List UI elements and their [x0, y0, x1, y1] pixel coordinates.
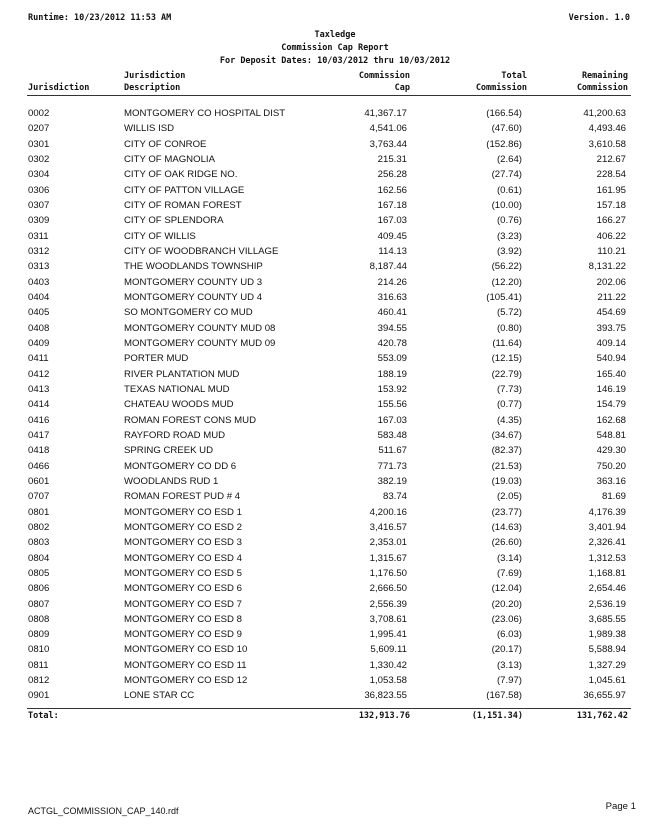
remaining-commission: 4,176.39 — [588, 506, 626, 518]
jurisdiction-description: WILLIS ISD — [124, 123, 175, 135]
total-commission: (0.77) — [496, 399, 522, 411]
jurisdiction-code: 0806 — [28, 583, 50, 595]
jurisdiction-description: CITY OF ROMAN FOREST — [124, 199, 242, 211]
remaining-commission: 228.54 — [596, 169, 626, 181]
report-rows — [0, 106, 670, 704]
table-row — [0, 305, 670, 320]
commission-cap: 41,367.17 — [364, 108, 407, 119]
total-commission: (0.76) — [496, 215, 522, 227]
commission-cap: 36,823.55 — [364, 690, 407, 702]
total-commission: (47.60) — [491, 123, 522, 135]
table-row — [0, 489, 670, 504]
jurisdiction-description: SO MONTGOMERY CO MUD — [124, 307, 253, 319]
total-commission: (19.03) — [491, 475, 522, 487]
jurisdiction-code: 0803 — [28, 537, 50, 549]
table-row — [0, 612, 670, 627]
footer-page-number: Page 1 — [605, 801, 636, 812]
jurisdiction-description: LONE STAR CC — [124, 690, 195, 702]
total-commission: (12.20) — [491, 276, 522, 288]
jurisdiction-description: MONTGOMERY CO DD 6 — [124, 460, 237, 472]
remaining-commission: 110.21 — [597, 245, 626, 257]
remaining-commission: 211.22 — [597, 291, 626, 303]
remaining-commission: 540.94 — [596, 353, 626, 365]
col-header-description-line1: Jurisdiction — [124, 71, 186, 81]
table-row — [0, 428, 670, 443]
commission-cap: 583.48 — [377, 429, 407, 441]
jurisdiction-code: 0312 — [28, 245, 50, 257]
jurisdiction-code: 0810 — [28, 644, 50, 656]
commission-cap: 394.55 — [377, 322, 407, 334]
table-row — [0, 244, 670, 259]
jurisdiction-code: 0801 — [28, 506, 50, 518]
commission-cap: 3,708.61 — [369, 613, 407, 625]
jurisdiction-code: 0812 — [28, 675, 50, 687]
jurisdiction-code: 0466 — [28, 460, 50, 472]
table-row — [0, 152, 670, 167]
total-commission: (23.77) — [491, 506, 522, 518]
commission-cap: 167.03 — [377, 215, 407, 227]
jurisdiction-code: 0409 — [28, 337, 50, 349]
commission-cap: 256.28 — [377, 169, 407, 181]
total-commission: (166.54) — [486, 108, 522, 119]
total-commission: (7.97) — [496, 675, 522, 687]
remaining-commission: 202.06 — [596, 276, 626, 288]
jurisdiction-code: 0002 — [28, 108, 50, 119]
remaining-commission: 154.79 — [596, 399, 626, 411]
table-row — [0, 413, 670, 428]
jurisdiction-code: 0403 — [28, 276, 50, 288]
jurisdiction-description: MONTGOMERY CO ESD 9 — [124, 629, 242, 641]
remaining-commission: 41,200.63 — [583, 108, 626, 119]
total-commission: (14.63) — [491, 521, 522, 533]
table-row — [0, 642, 670, 657]
commission-cap: 167.03 — [377, 414, 407, 426]
table-row — [0, 259, 670, 274]
total-commission: (23.06) — [491, 613, 522, 625]
remaining-commission: 146.19 — [596, 383, 626, 395]
jurisdiction-code: 0311 — [28, 230, 49, 242]
remaining-commission: 429.30 — [596, 445, 626, 457]
jurisdiction-description: MONTGOMERY CO HOSPITAL DIST — [124, 108, 286, 119]
table-row — [0, 551, 670, 566]
table-row — [0, 137, 670, 152]
jurisdiction-code: 0313 — [28, 261, 50, 273]
table-row — [0, 581, 670, 596]
table-row — [0, 566, 670, 581]
jurisdiction-code: 0411 — [28, 353, 49, 365]
table-row — [0, 443, 670, 458]
commission-cap: 771.73 — [377, 460, 407, 472]
jurisdiction-description: MONTGOMERY COUNTY UD 3 — [124, 276, 263, 288]
col-header-jurisdiction-label: Jurisdiction — [28, 83, 90, 93]
remaining-commission: 1,312.53 — [588, 552, 626, 564]
remaining-commission: 454.69 — [596, 307, 626, 319]
footer-filename: ACTGL_COMMISSION_CAP_140.rdf — [28, 806, 179, 816]
jurisdiction-code: 0811 — [28, 659, 49, 671]
total-commission: (20.20) — [491, 598, 522, 610]
commission-cap: 215.31 — [377, 153, 407, 165]
total-commission: (21.53) — [491, 460, 522, 472]
jurisdiction-code: 0307 — [28, 199, 50, 211]
total-commission: (3.92) — [496, 245, 522, 257]
jurisdiction-code: 0306 — [28, 184, 50, 196]
table-row — [0, 351, 670, 366]
jurisdiction-description: RIVER PLANTATION MUD — [124, 368, 240, 380]
col-header-remaining-line1: Remaining — [581, 71, 628, 81]
remaining-commission: 166.27 — [596, 215, 626, 227]
jurisdiction-description: MONTGOMERY CO ESD 1 — [124, 506, 242, 518]
commission-cap: 214.26 — [377, 276, 407, 288]
table-row — [0, 290, 670, 305]
total-commission: (11.64) — [492, 337, 522, 349]
jurisdiction-code: 0707 — [28, 491, 50, 503]
remaining-commission: 2,536.19 — [588, 598, 626, 610]
app-name: Taxledge — [314, 30, 356, 40]
total-commission: (105.41) — [486, 291, 522, 303]
table-row — [0, 367, 670, 382]
jurisdiction-description: CITY OF SPLENDORA — [124, 215, 224, 227]
jurisdiction-description: CITY OF MAGNOLIA — [124, 153, 215, 165]
commission-cap: 460.41 — [377, 307, 407, 319]
total-commission: (27.74) — [491, 169, 522, 181]
remaining-commission: 36,655.97 — [583, 690, 626, 702]
commission-cap: 1,995.41 — [369, 629, 407, 641]
col-header-cap-line1: Commission — [358, 71, 410, 81]
jurisdiction-description: RAYFORD ROAD MUD — [124, 429, 226, 441]
commission-cap: 155.56 — [377, 399, 407, 411]
jurisdiction-description: WOODLANDS RUD 1 — [124, 475, 219, 487]
jurisdiction-description: MONTGOMERY CO ESD 11 — [124, 659, 247, 671]
commission-cap: 188.19 — [377, 368, 407, 380]
jurisdiction-description: CITY OF PATTON VILLAGE — [124, 184, 245, 196]
table-row — [0, 627, 670, 642]
remaining-commission: 3,685.55 — [588, 613, 626, 625]
remaining-commission: 81.69 — [601, 491, 626, 503]
col-header-description-line2: Description — [124, 83, 181, 93]
jurisdiction-code: 0207 — [28, 123, 50, 135]
remaining-commission: 548.81 — [596, 429, 626, 441]
jurisdiction-code: 0302 — [28, 153, 50, 165]
jurisdiction-code: 0408 — [28, 322, 50, 334]
col-header-commission-cap — [300, 70, 410, 94]
table-row — [0, 336, 670, 351]
totals-remaining-commission: 131,762.42 — [576, 711, 628, 721]
total-commission: (7.69) — [496, 567, 522, 579]
deposit-dates: For Deposit Dates: 10/03/2012 thru 10/03/2012 — [219, 56, 451, 66]
jurisdiction-code: 0301 — [28, 138, 50, 150]
table-row — [0, 213, 670, 228]
total-commission: (34.67) — [491, 429, 522, 441]
col-header-total-line1: Total — [501, 71, 527, 81]
jurisdiction-code: 0807 — [28, 598, 50, 610]
table-row — [0, 474, 670, 489]
total-commission: (12.04) — [491, 583, 522, 595]
commission-cap: 409.45 — [377, 230, 407, 242]
jurisdiction-description: MONTGOMERY CO ESD 8 — [124, 613, 242, 625]
remaining-commission: 157.18 — [596, 199, 626, 211]
commission-cap: 4,541.06 — [369, 123, 407, 135]
jurisdiction-code: 0412 — [28, 368, 50, 380]
commission-cap: 1,330.42 — [369, 659, 407, 671]
report-title: Commission Cap Report — [281, 43, 389, 53]
commission-cap: 4,200.16 — [369, 506, 407, 518]
total-commission: (4.35) — [496, 414, 522, 426]
jurisdiction-description: MONTGOMERY CO ESD 2 — [124, 521, 242, 533]
remaining-commission: 393.75 — [596, 322, 626, 334]
totals-total-commission: (1,151.34) — [471, 711, 523, 721]
jurisdiction-description: SPRING CREEK UD — [124, 445, 214, 457]
jurisdiction-code: 0417 — [28, 429, 50, 441]
total-commission: (6.03) — [496, 629, 522, 641]
jurisdiction-code: 0418 — [28, 445, 50, 457]
table-row — [0, 688, 670, 703]
jurisdiction-description: CITY OF WILLIS — [124, 230, 196, 242]
jurisdiction-code: 0901 — [28, 690, 50, 702]
jurisdiction-code: 0405 — [28, 307, 50, 319]
remaining-commission: 161.95 — [596, 184, 626, 196]
jurisdiction-description: MONTGOMERY CO ESD 5 — [124, 567, 242, 579]
commission-cap: 420.78 — [377, 337, 407, 349]
jurisdiction-description: MONTGOMERY COUNTY UD 4 — [124, 291, 263, 303]
jurisdiction-description: CHATEAU WOODS MUD — [124, 399, 234, 411]
jurisdiction-description: THE WOODLANDS TOWNSHIP — [124, 261, 263, 273]
jurisdiction-code: 0601 — [28, 475, 50, 487]
remaining-commission: 1,327.29 — [588, 659, 626, 671]
remaining-commission: 363.16 — [596, 475, 626, 487]
commission-cap: 153.92 — [377, 383, 407, 395]
commission-cap: 316.63 — [377, 291, 407, 303]
table-row — [0, 535, 670, 550]
total-commission: (56.22) — [491, 261, 522, 273]
jurisdiction-code: 0416 — [28, 414, 50, 426]
remaining-commission: 165.40 — [596, 368, 626, 380]
total-commission: (10.00) — [491, 199, 522, 211]
table-row — [0, 183, 670, 198]
col-header-total-commission — [420, 70, 527, 94]
jurisdiction-code: 0413 — [28, 383, 50, 395]
remaining-commission: 2,326.41 — [588, 537, 626, 549]
remaining-commission: 212.67 — [596, 153, 626, 165]
remaining-commission: 1,168.81 — [588, 567, 626, 579]
table-row — [0, 658, 670, 673]
remaining-commission: 3,610.58 — [588, 138, 626, 150]
total-commission: (3.13) — [496, 659, 522, 671]
jurisdiction-code: 0304 — [28, 169, 50, 181]
total-commission: (7.73) — [496, 383, 522, 395]
commission-cap: 83.74 — [382, 491, 407, 503]
jurisdiction-description: MONTGOMERY CO ESD 12 — [124, 675, 248, 687]
total-commission: (0.80) — [496, 322, 522, 334]
col-header-jurisdiction — [28, 82, 89, 94]
totals-divider — [27, 708, 631, 709]
table-row — [0, 673, 670, 688]
remaining-commission: 4,493.46 — [588, 123, 626, 135]
commission-cap: 382.19 — [377, 475, 407, 487]
table-row — [0, 167, 670, 182]
table-row — [0, 520, 670, 535]
total-commission: (5.72) — [496, 307, 522, 319]
commission-cap: 553.09 — [377, 353, 407, 365]
col-header-remaining-commission — [530, 70, 628, 94]
total-commission: (0.61) — [496, 184, 522, 196]
commission-cap: 2,666.50 — [369, 583, 407, 595]
table-row — [0, 382, 670, 397]
jurisdiction-description: TEXAS NATIONAL MUD — [124, 383, 230, 395]
remaining-commission: 162.68 — [596, 414, 626, 426]
table-row — [0, 397, 670, 412]
col-header-remaining-line2: Commission — [576, 83, 628, 93]
total-commission: (20.17) — [491, 644, 522, 656]
commission-cap: 8,187.44 — [369, 261, 407, 273]
total-commission: (2.64) — [496, 153, 522, 165]
total-commission: (26.60) — [491, 537, 522, 549]
total-commission: (152.86) — [486, 138, 522, 150]
total-commission: (3.23) — [496, 230, 522, 242]
table-row — [0, 459, 670, 474]
total-commission: (167.58) — [486, 690, 522, 702]
commission-cap: 3,763.44 — [369, 138, 407, 150]
commission-cap: 1,053.58 — [369, 675, 407, 687]
jurisdiction-code: 0808 — [28, 613, 50, 625]
remaining-commission: 750.20 — [596, 460, 626, 472]
jurisdiction-description: MONTGOMERY CO ESD 6 — [124, 583, 242, 595]
jurisdiction-description: ROMAN FOREST PUD # 4 — [124, 491, 241, 503]
table-row — [0, 597, 670, 612]
commission-cap: 114.13 — [378, 245, 407, 257]
jurisdiction-description: ROMAN FOREST CONS MUD — [124, 414, 257, 426]
table-row — [0, 106, 670, 121]
jurisdiction-description: CITY OF WOODBRANCH VILLAGE — [124, 245, 279, 257]
jurisdiction-code: 0804 — [28, 552, 50, 564]
col-header-description — [124, 70, 185, 94]
jurisdiction-code: 0414 — [28, 399, 50, 411]
jurisdiction-description: CITY OF OAK RIDGE NO. — [124, 169, 238, 181]
remaining-commission: 5,588.94 — [588, 644, 626, 656]
remaining-commission: 8,131.22 — [588, 261, 626, 273]
total-commission: (82.37) — [491, 445, 522, 457]
jurisdiction-code: 0309 — [28, 215, 50, 227]
commission-cap: 511.67 — [378, 445, 407, 457]
jurisdiction-description: MONTGOMERY CO ESD 4 — [124, 552, 242, 564]
remaining-commission: 1,989.38 — [588, 629, 626, 641]
total-commission: (12.15) — [491, 353, 522, 365]
remaining-commission: 409.14 — [596, 337, 626, 349]
table-row — [0, 505, 670, 520]
col-header-cap-line2: Cap — [394, 83, 410, 93]
header-divider — [27, 95, 631, 96]
remaining-commission: 406.22 — [596, 230, 626, 242]
table-row — [0, 121, 670, 136]
commission-cap: 2,353.01 — [369, 537, 407, 549]
jurisdiction-code: 0802 — [28, 521, 50, 533]
jurisdiction-description: MONTGOMERY COUNTY MUD 09 — [124, 337, 276, 349]
totals-commission-cap: 132,913.76 — [358, 711, 410, 721]
remaining-commission: 3,401.94 — [588, 521, 626, 533]
jurisdiction-description: MONTGOMERY CO ESD 3 — [124, 537, 242, 549]
commission-cap: 1,176.50 — [369, 567, 407, 579]
jurisdiction-code: 0805 — [28, 567, 50, 579]
totals-label: Total: — [28, 711, 59, 721]
version-label: Version. 1.0 — [568, 13, 630, 23]
jurisdiction-code: 0809 — [28, 629, 50, 641]
runtime-stamp: Runtime: 10/23/2012 11:53 AM — [28, 13, 172, 23]
commission-cap: 162.56 — [377, 184, 407, 196]
table-row — [0, 275, 670, 290]
col-header-total-line2: Commission — [475, 83, 527, 93]
remaining-commission: 1,045.61 — [588, 675, 626, 687]
total-commission: (3.14) — [496, 552, 522, 564]
jurisdiction-description: PORTER MUD — [124, 353, 189, 365]
total-commission: (22.79) — [491, 368, 522, 380]
commission-cap: 2,556.39 — [369, 598, 407, 610]
jurisdiction-description: MONTGOMERY CO ESD 10 — [124, 644, 248, 656]
jurisdiction-description: MONTGOMERY COUNTY MUD 08 — [124, 322, 276, 334]
total-commission: (2.05) — [496, 491, 522, 503]
table-row — [0, 321, 670, 336]
table-row — [0, 198, 670, 213]
jurisdiction-code: 0404 — [28, 291, 50, 303]
jurisdiction-description: CITY OF CONROE — [124, 138, 207, 150]
commission-cap: 167.18 — [377, 199, 407, 211]
remaining-commission: 2,654.46 — [588, 583, 626, 595]
commission-cap: 5,609.11 — [370, 644, 407, 656]
table-row — [0, 229, 670, 244]
commission-cap: 1,315.67 — [369, 552, 407, 564]
commission-cap: 3,416.57 — [369, 521, 407, 533]
jurisdiction-description: MONTGOMERY CO ESD 7 — [124, 598, 242, 610]
